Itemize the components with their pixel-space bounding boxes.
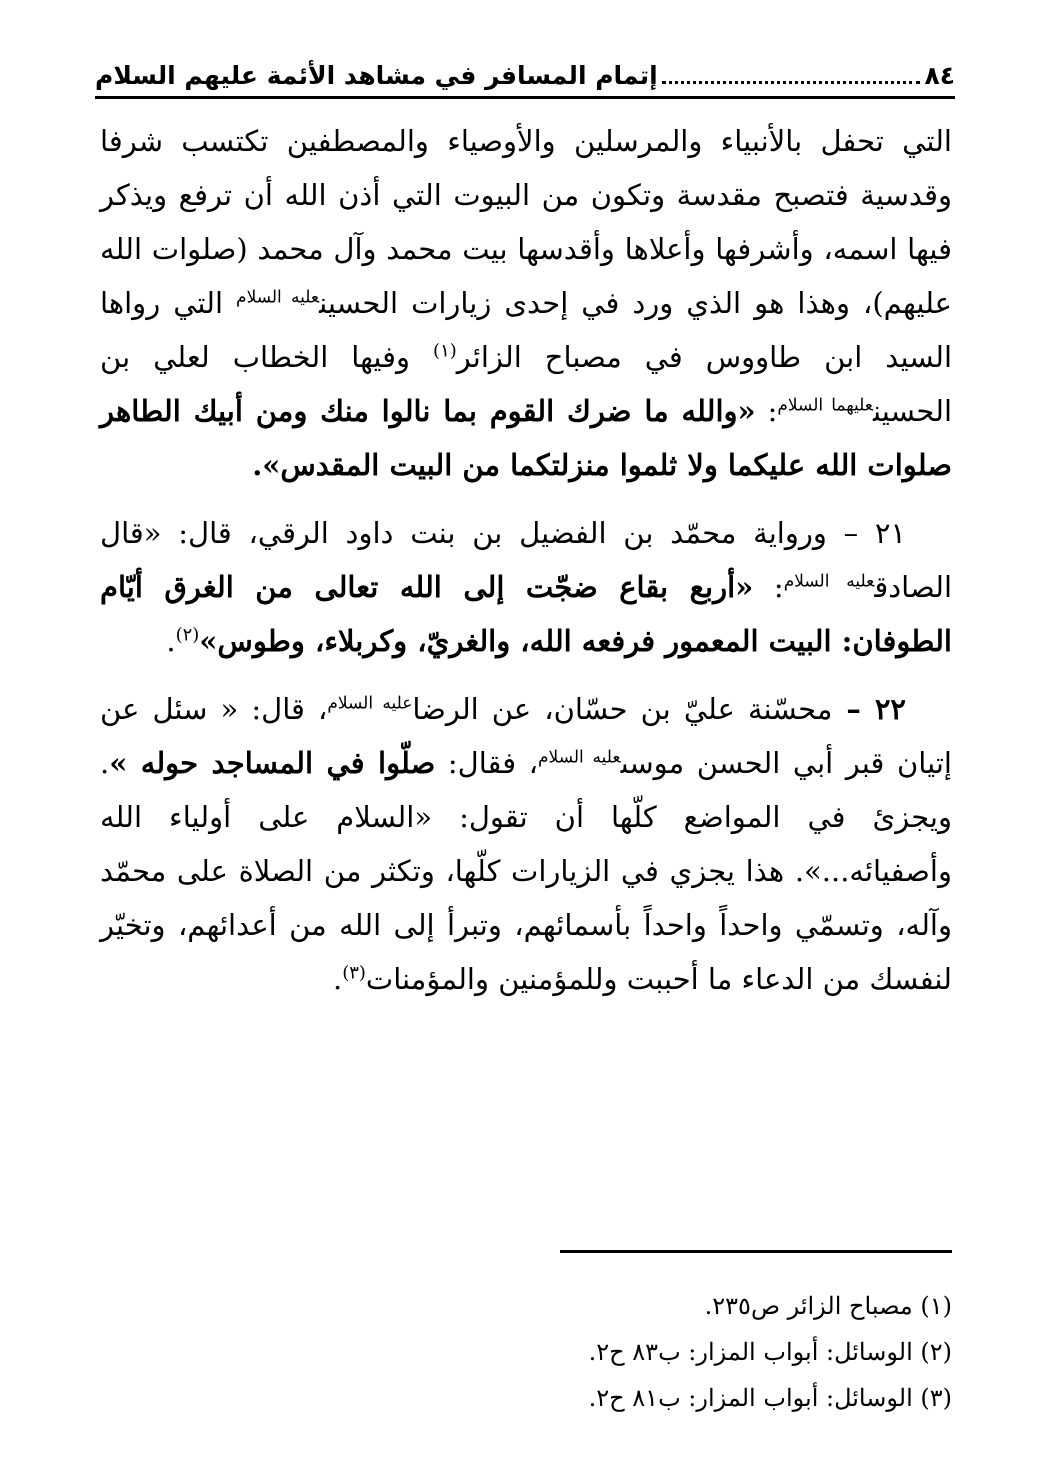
paragraph-21-text-b: :: [753, 570, 784, 604]
header-dot-leader: [662, 81, 921, 84]
footnote-ref-1: (١): [433, 340, 457, 362]
paragraph-22-number: ٢٢ –: [832, 692, 906, 726]
paragraph-22-text-b: ، قال: « سئل عن إتيان قبر أبي الحسن موسى: [100, 692, 952, 780]
footnote-rule: [560, 1250, 952, 1253]
paragraph-1: [100, 114, 952, 492]
honorific-glyph: عليه السلام: [783, 571, 875, 592]
paragraph-1-text-b: التي رواها السيد ابن طاووس في مصباح الزائر: [100, 286, 953, 374]
honorific-glyph: عليه السلام: [327, 693, 413, 714]
running-header: [95, 48, 955, 94]
paragraph-21-text-a: ورواية محمّد بن الفضيل بن بنت داود الرقي، قال: «قال الصادق: [100, 516, 952, 604]
paragraph-22-text-a: محسّنة عليّ بن حسّان، عن الرضا: [412, 692, 833, 726]
paragraph-22-text-c: ، فقال:: [435, 746, 539, 780]
paragraph-1-text-d: :: [755, 394, 778, 428]
paragraph-21-number: ٢١ –: [826, 516, 906, 550]
footnote-3: (٣) الوسائل: أبواب المزار: ب٨١ ح٢.: [588, 1384, 952, 1412]
footnote-2: (٢) الوسائل: أبواب المزار: ب٨٣ ح٢.: [588, 1338, 952, 1366]
main-text: [100, 114, 952, 1020]
paragraph-22-quote: صلّوا في المساجد حوله »: [109, 746, 436, 780]
paragraph-21: [100, 506, 952, 668]
paragraph-1-quote: «والله ما ضرك القوم بما نالوا منك ومن أبيك الطاهر صلوات الله عليكما ولا ثلموا منزلتكما من البيت المقدس».: [100, 394, 952, 482]
header-rule: [95, 96, 955, 99]
page-number: ٨٤: [924, 61, 955, 90]
paragraph-21-text-c: .: [166, 624, 176, 658]
paragraph-21-quote: «أربع بقاع ضجّت إلى الله تعالى من الغرق أيّام الطوفان: البيت المعمور فرفعه الله، والغريّ، وكربلاء، وطوس»: [100, 570, 952, 658]
paragraph-22-text-e: .: [332, 962, 343, 996]
footnote-ref-2: (٢): [175, 624, 200, 646]
book-title: إتمام المسافر في مشاهد الأئمة عليهم السلام: [95, 61, 658, 90]
paragraph-22: [100, 682, 952, 1006]
footnotes: [300, 1283, 952, 1421]
paragraph-1-text-a: التي تحفل بالأنبياء والمرسلين والأوصياء والمصطفين تكتسب شرفا وقدسية فتصبح مقدسة وتكون من البيوت التي أذن الله أن ترفع ويذكر فيها اسمه، وأشرفها وأعلاها وأقدسها بيت محمد وآل محمد (صلوات الله عليهم)، وهذا هو الذي ورد في إحدى زيارات الحسين: [100, 124, 952, 320]
honorific-glyph: عليه السلام: [538, 747, 621, 768]
footnote-1: (١) مصباح الزائر ص٢٣٥.: [704, 1292, 952, 1320]
footnote-ref-3: (٣): [342, 962, 366, 984]
paragraph-1-text-c: وفيها الخطاب لعلي بن الحسين: [100, 340, 953, 428]
paragraph-22-text-d: . ويجزئ في المواضع كلّها أن تقول: «السلام على أولياء الله وأصفيائه...». هذا يجزي في الزيارات كلّها، وتكثر من الصلاة على محمّد وآله، وتسمّي واحداً واحداً بأسمائهم، وتبرأ إلى الله من أعدائهم، وتخيّر لنفسك من الدعاء ما أحببت وللمؤمنين والمؤمنات: [100, 746, 952, 996]
honorific-glyph: عليهما السلام: [777, 395, 874, 416]
honorific-glyph: عليه السلام: [236, 287, 320, 308]
